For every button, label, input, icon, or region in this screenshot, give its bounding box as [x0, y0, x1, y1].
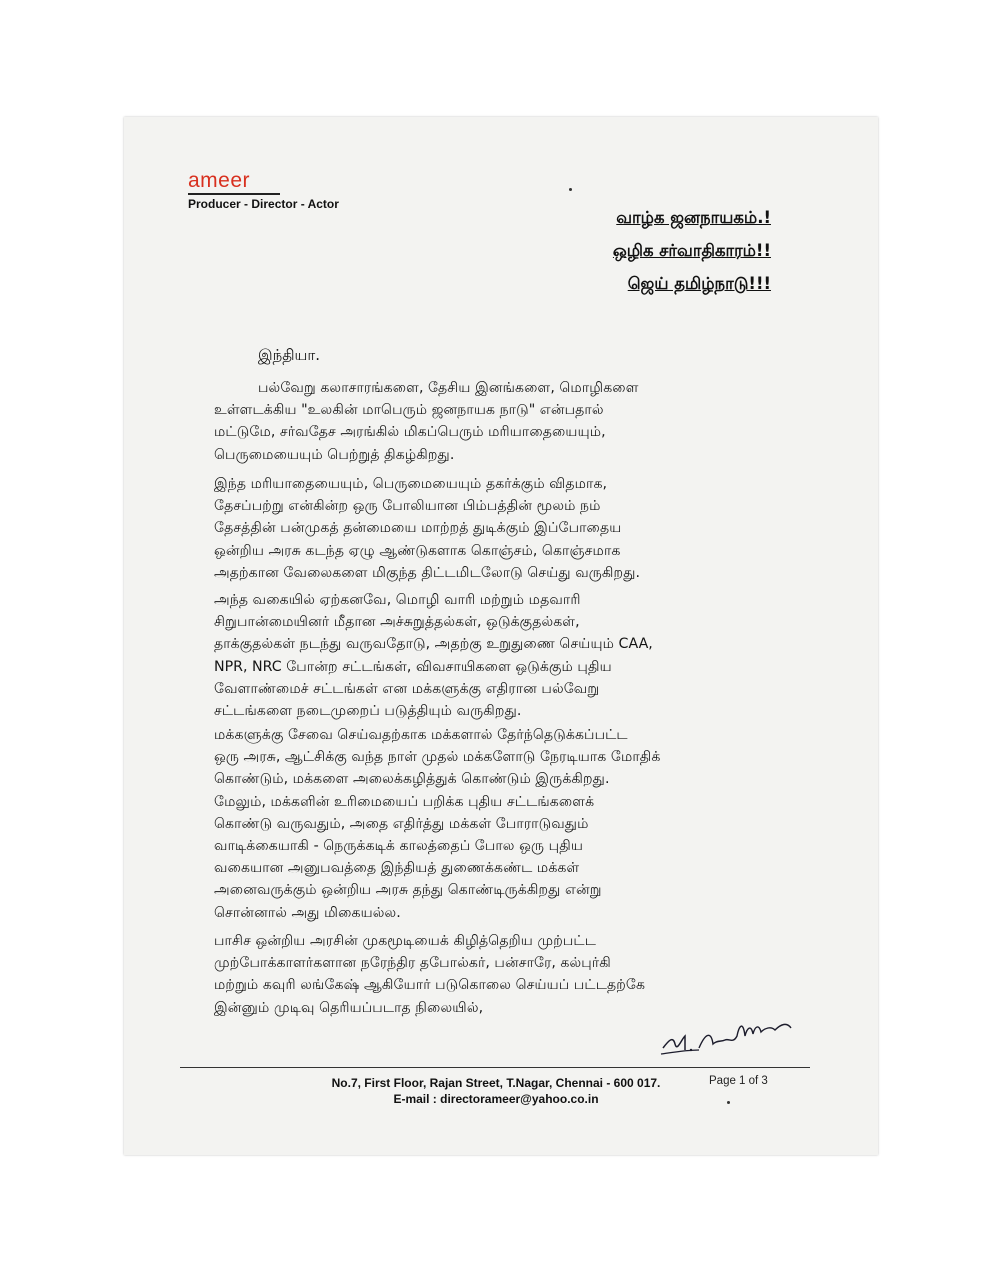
paragraph-line: பெருமையையும் பெற்றுத் திகழ்கிறது.: [214, 446, 455, 463]
paragraph-line: மக்களுக்கு சேவை செய்வதற்காக மக்களால் தேர்ந்தெடுக்கப்பட்ட: [214, 727, 628, 743]
paragraph-line: அதற்கான வேலைகளை மிகுந்த திட்டமிடலோடு செய்து வருகிறது.: [214, 564, 641, 581]
paragraph-line: இந்த மரியாதையையும், பெருமையையும் தகர்க்கும் விதமாக,: [214, 476, 608, 492]
paragraph-line: வாடிக்கையாகி - நெருக்கடிக் காலத்தைப் போல ஒரு புதிய: [214, 838, 583, 855]
paragraph-line: இன்னும் முடிவு தெரியப்படாத நிலையில்,: [214, 999, 484, 1016]
slogan-line: ஒழிக சர்வாதிகாரம்!!: [612, 241, 771, 260]
paragraph-line: வேளாண்மைச் சட்டங்கள் என மக்களுக்கு எதிரான பல்வேறு: [214, 680, 600, 697]
slogan-line: வாழ்க ஜனநாயகம்.!: [616, 208, 771, 227]
footer-divider: [180, 1067, 810, 1068]
paragraph-line: தேசத்தின் பன்முகத் தன்மையை மாற்றத் துடிக்கும் இப்போதைய: [214, 520, 622, 537]
paragraph-line: சொன்னால் அது மிகையல்ல.: [214, 904, 401, 921]
paragraph: [214, 377, 774, 466]
paragraph-line: பல்வேறு கலாசாரங்களை, தேசிய இனங்களை, மொழிகளை: [258, 380, 639, 396]
paragraph: [214, 473, 774, 584]
paragraph-line: அந்த வகையில் ஏற்கனவே, மொழி வாரி மற்றும் மதவாரி: [214, 592, 581, 608]
salutation: இந்தியா.: [258, 346, 320, 364]
paragraph-line: மற்றும் கவுரி லங்கேஷ் ஆகியோர் படுகொலை செய்யப் பட்டதற்கே: [214, 977, 646, 994]
paragraph-line: உள்ளடக்கிய "உலகின் மாபெரும் ஜனநாயக நாடு" என்பதால்: [214, 402, 604, 419]
paragraph-line: பாசிச ஒன்றிய அரசின் முகமூடியைக் கிழித்தெறிய முற்பட்ட: [214, 933, 597, 949]
paragraph-line: முற்போக்காளர்களான நரேந்திர தபோல்கர், பன்சாரே, கல்புர்கி: [214, 955, 611, 972]
signature: [655, 1006, 795, 1066]
paragraph-line: வகையான அனுபவத்தை இந்தியத் துணைக்கண்ட மக்கள்: [214, 860, 580, 877]
speck: [569, 188, 572, 191]
page-number: Page 1 of 3: [709, 1075, 768, 1087]
paragraph-line: சட்டங்களை நடைமுறைப் படுத்தியும் வருகிறது.: [214, 703, 522, 720]
speck: [727, 1101, 730, 1104]
paragraph-line: NPR, NRC போன்ற சட்டங்கள், விவசாயிகளை ஒடுக்கும் புதிய: [214, 658, 612, 675]
paragraph-line: கொண்டு வருவதும், அதை எதிர்த்து மக்கள் போராடுவதும்: [214, 815, 589, 832]
paragraph-line: மட்டுமே, சர்வதேச அரங்கில் மிகப்பெரும் மரியாதையையும்,: [214, 424, 606, 441]
footer-address-block: [316, 1075, 676, 1107]
paragraph: [214, 724, 774, 924]
footer-email: E-mail : directorameer@yahoo.co.in: [393, 1092, 599, 1106]
paragraph-line: தேசப்பற்று என்கின்ற ஒரு போலியான பிம்பத்தின் மூலம் நம்: [214, 498, 601, 515]
paragraph-line: அனைவருக்கும் ஒன்றிய அரசு தந்து கொண்டிருக்கிறது என்று: [214, 882, 602, 899]
footer-address: No.7, First Floor, Rajan Street, T.Nagar, Chennai - 600 017.: [331, 1076, 661, 1090]
paragraph: [214, 589, 774, 722]
paragraph-line: ஒரு அரசு, ஆட்சிக்கு வந்த நாள் முதல் மக்களோடு நேரடியாக மோதிக்: [214, 749, 661, 766]
brand-logo: ameer: [188, 169, 251, 192]
paragraph-line: சிறுபான்மையினர் மீதான அச்சுறுத்தல்கள், ஒடுக்குதல்கள்,: [214, 614, 580, 631]
paragraph-line: ஒன்றிய அரசு கடந்த ஏழு ஆண்டுகளாக கொஞ்சம், கொஞ்சமாக: [214, 542, 621, 559]
slogan-line: ஜெய் தமிழ்நாடு!!!: [627, 274, 771, 293]
paragraph-line: மேலும், மக்களின் உரிமையைப் பறிக்க புதிய சட்டங்களைக்: [214, 793, 595, 810]
paragraph-line: தாக்குதல்கள் நடந்து வருவதோடு, அதற்கு உறுதுணை செய்யும் CAA,: [214, 636, 653, 653]
letterhead-role: Producer - Director - Actor: [188, 197, 339, 211]
paragraph-line: கொண்டும், மக்களை அலைக்கழித்துக் கொண்டும் இருக்கிறது.: [214, 771, 610, 788]
brand-underline: [188, 193, 280, 195]
